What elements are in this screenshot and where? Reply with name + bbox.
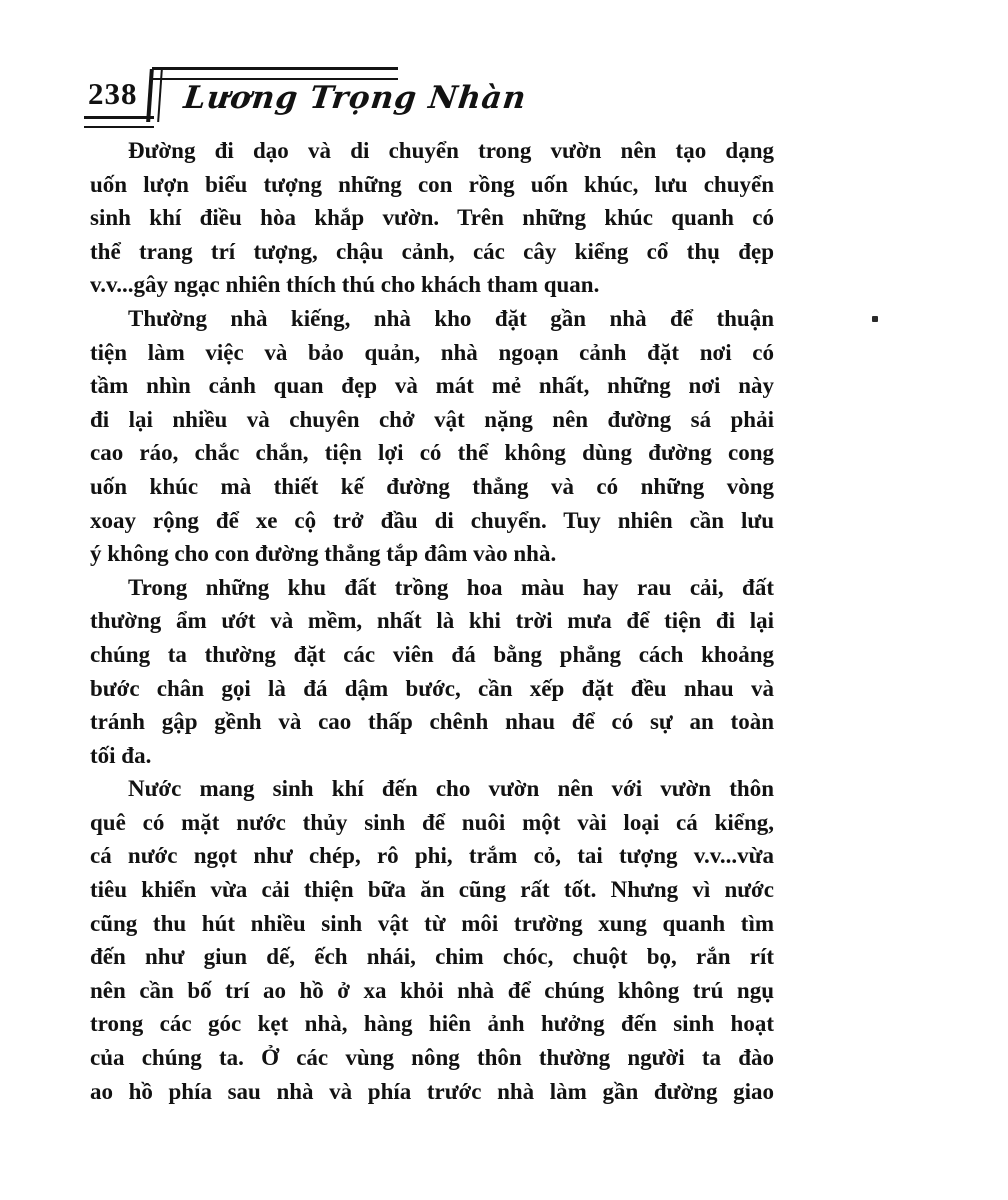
- page-number: 238: [88, 76, 138, 111]
- text-line: bước chân gọi là đá dậm bước, cần xếp đặt đều nhau và: [90, 675, 774, 701]
- text-line: tối đa.: [90, 742, 152, 768]
- paragraph: [90, 571, 774, 773]
- text-line: Nước mang sinh khí đến cho vườn nên với vườn thôn: [128, 776, 774, 802]
- running-head-author: Lương Trọng Nhàn: [181, 80, 529, 116]
- paragraph: [90, 302, 774, 571]
- text-line: tiêu khiển vừa cải thiện bữa ăn cũng rất tốt. Nhưng vì nước: [90, 877, 774, 903]
- text-line: cũng thu hút nhiều sinh vật từ môi trường xung quanh tìm: [90, 910, 774, 936]
- text-line: tiện làm việc và bảo quản, nhà ngoạn cảnh đặt nơi có: [90, 339, 774, 365]
- text-line: tầm nhìn cảnh quan đẹp và mát mẻ nhất, những nơi này: [90, 373, 774, 399]
- text-line: đến như giun dế, ếch nhái, chim chóc, chuột bọ, rắn rít: [90, 944, 774, 970]
- text-line: tránh gập gềnh và cao thấp chênh nhau để có sự an toàn: [90, 709, 774, 735]
- text-line: Thường nhà kiếng, nhà kho đặt gần nhà để thuận: [128, 305, 774, 331]
- text-line: trong các góc kẹt nhà, hàng hiên ảnh hưởng đến sinh hoạt: [90, 1011, 774, 1037]
- text-line: của chúng ta. Ở các vùng nông thôn thường người ta đào: [90, 1045, 774, 1071]
- text-line: uốn lượn biểu tượng những con rồng uốn khúc, lưu chuyển: [90, 171, 774, 197]
- text-line: quê có mặt nước thủy sinh để nuôi một vài loại cá kiểng,: [90, 809, 774, 835]
- text-line: thường ẩm ướt và mềm, nhất là khi trời mưa để tiện đi lại: [90, 608, 774, 634]
- text-line: uốn khúc mà thiết kế đường thẳng và có những vòng: [90, 473, 774, 499]
- header-top-rule: [152, 67, 398, 80]
- text-line: chúng ta thường đặt các viên đá bằng phẳng cách khoảng: [90, 641, 774, 667]
- page-body: [90, 134, 774, 1108]
- text-line: đi lại nhiều và chuyên chở vật nặng nên đường sá phải: [90, 406, 774, 432]
- text-line: v.v...gây ngạc nhiên thích thú cho khách tham quan.: [90, 272, 600, 298]
- text-line: cá nước ngọt như chép, rô phi, trắm cỏ, tai tượng v.v...vừa: [90, 843, 774, 869]
- page-number-rule: [84, 116, 154, 128]
- text-line: cao ráo, chắc chắn, tiện lợi có thể không dùng đường cong: [90, 440, 774, 466]
- paragraph: [90, 134, 774, 302]
- text-line: ao hồ phía sau nhà và phía trước nhà làm gần đường giao: [90, 1078, 774, 1104]
- text-line: Đường đi dạo và di chuyển trong vườn nên tạo dạng: [128, 138, 774, 163]
- text-line: xoay rộng để xe cộ trở đầu di chuyển. Tuy nhiên cần lưu: [90, 507, 774, 533]
- text-line: Trong những khu đất trồng hoa màu hay rau cải, đất: [128, 574, 774, 600]
- paragraph: [90, 772, 774, 1108]
- text-line: ý không cho con đường thẳng tắp đâm vào nhà.: [90, 541, 557, 567]
- text-line: nên cần bố trí ao hồ ở xa khỏi nhà để chúng không trú ngụ: [90, 977, 774, 1003]
- text-line: sinh khí điều hòa khắp vườn. Trên những khúc quanh có: [90, 205, 774, 231]
- ink-speck: [872, 316, 878, 322]
- text-line: thể trang trí tượng, chậu cảnh, các cây kiểng cổ thụ đẹp: [90, 238, 774, 264]
